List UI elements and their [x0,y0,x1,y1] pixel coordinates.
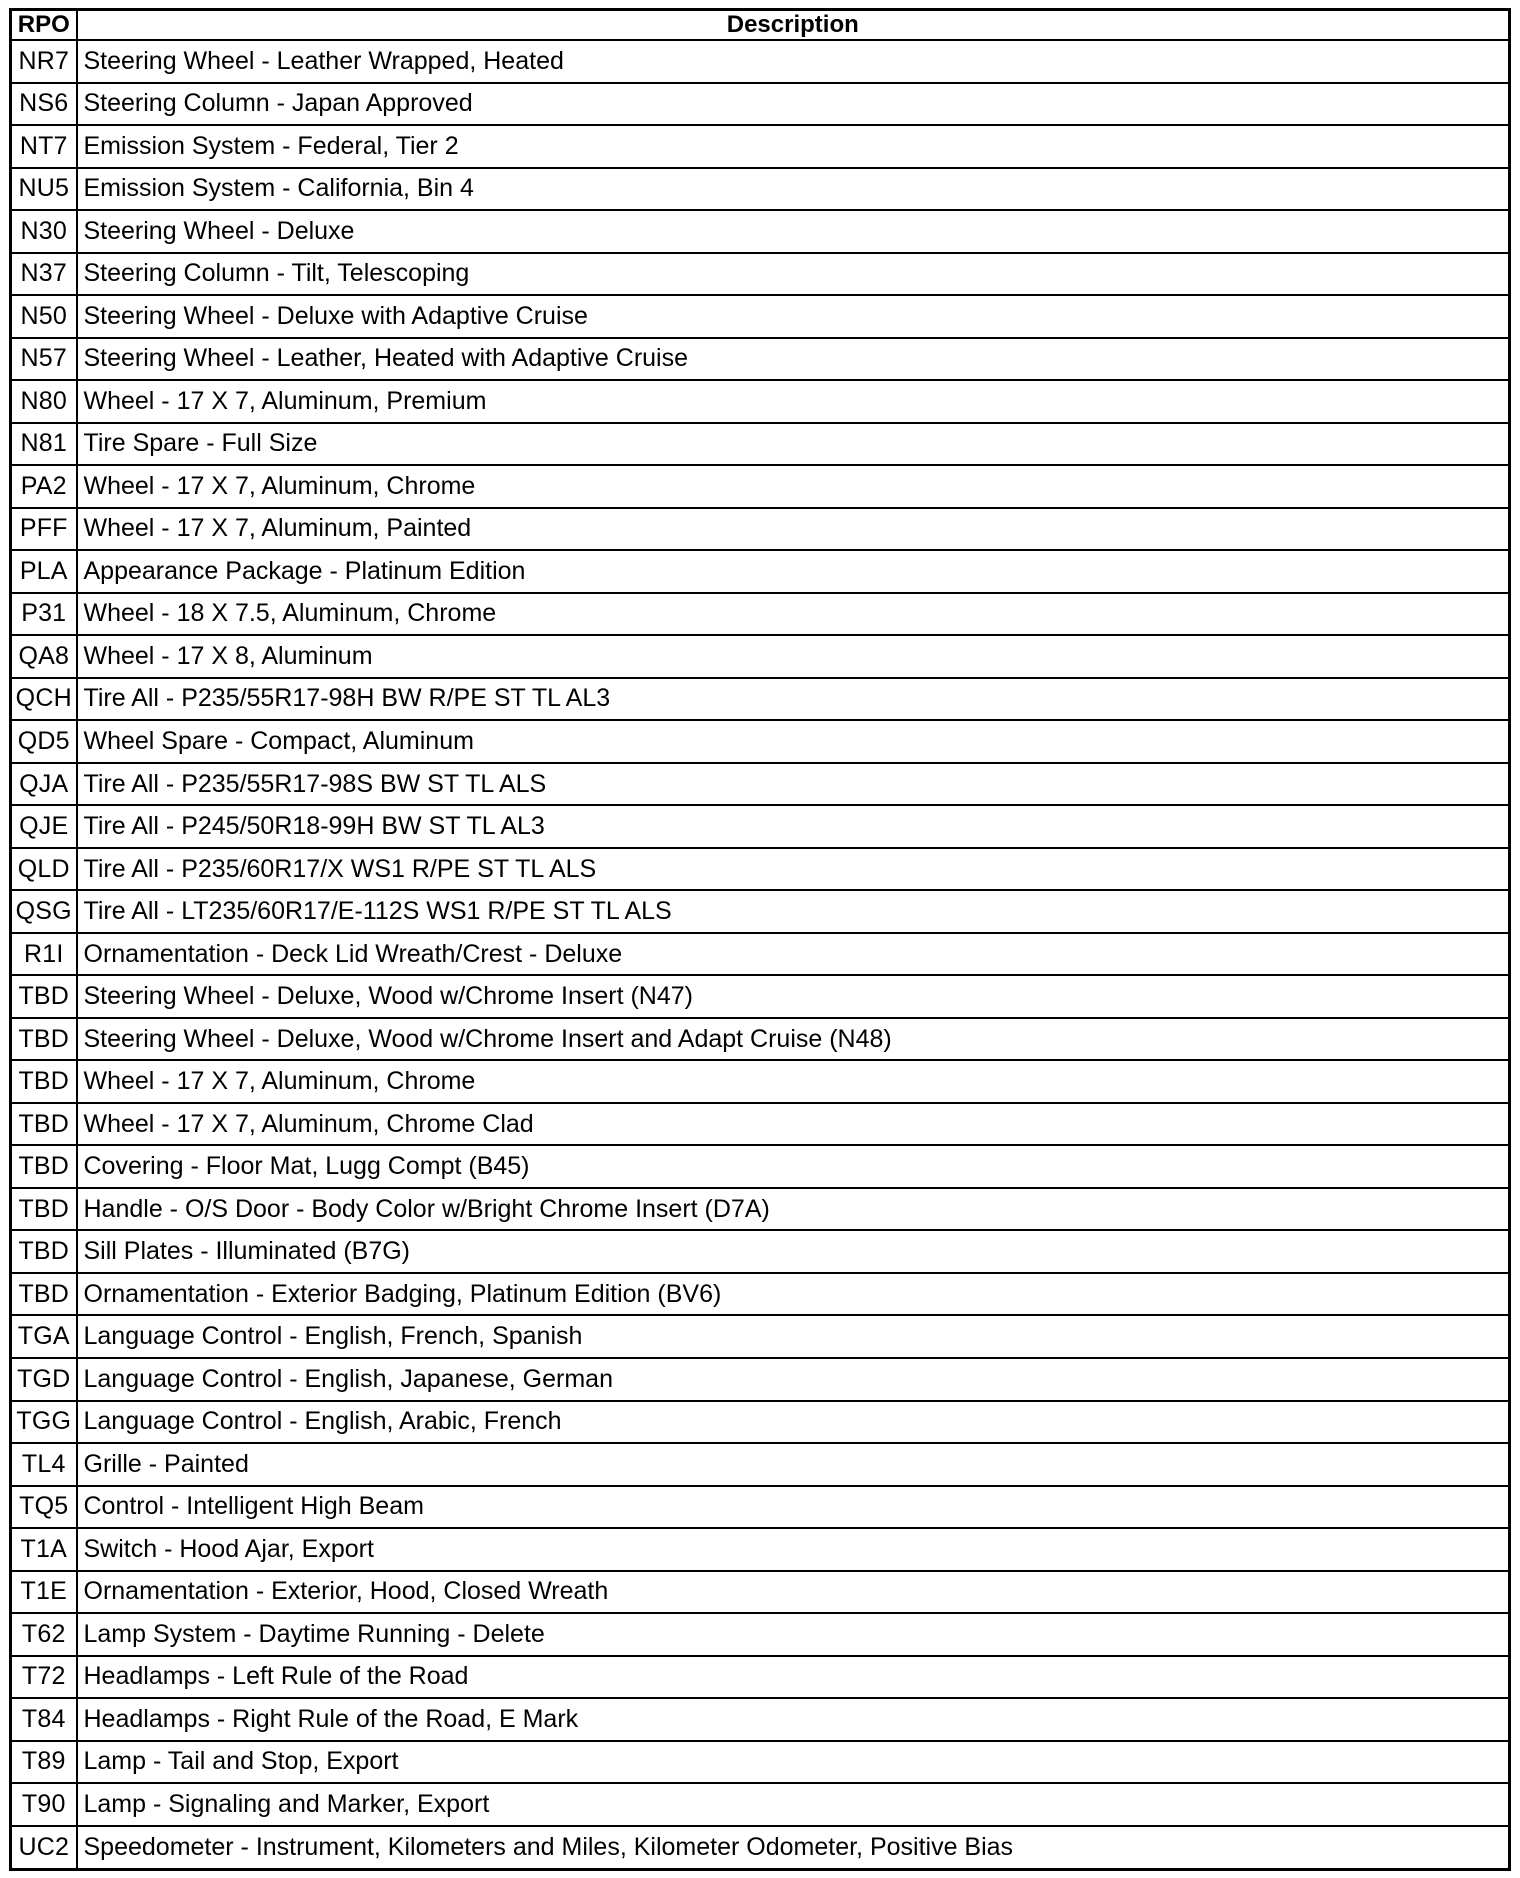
table-row [11,848,1510,891]
table-row [11,720,1510,763]
rpo-description-cell: Language Control - English, Japanese, German [77,1358,1510,1401]
header-description: Description [77,10,1510,41]
rpo-code-cell: PA2 [11,465,77,508]
rpo-description-cell: Lamp - Signaling and Marker, Export [77,1783,1510,1826]
table-row [11,933,1510,976]
rpo-description-cell: Appearance Package - Platinum Edition [77,550,1510,593]
rpo-description-cell: Lamp System - Daytime Running - Delete [77,1613,1510,1656]
rpo-code-cell: UC2 [11,1826,77,1870]
rpo-description-cell: Steering Column - Japan Approved [77,83,1510,126]
rpo-code-cell: TBD [11,1230,77,1273]
rpo-description-cell: Tire All - LT235/60R17/E-112S WS1 R/PE ST TL ALS [77,890,1510,933]
rpo-description-cell: Tire Spare - Full Size [77,423,1510,466]
rpo-description-cell: Wheel - 17 X 7, Aluminum, Premium [77,380,1510,423]
rpo-description-cell: Tire All - P235/55R17-98H BW R/PE ST TL AL3 [77,678,1510,721]
rpo-code-cell: QJE [11,805,77,848]
table-row [11,1145,1510,1188]
rpo-description-cell: Ornamentation - Exterior, Hood, Closed Wreath [77,1571,1510,1614]
rpo-description-cell: Wheel - 18 X 7.5, Aluminum, Chrome [77,593,1510,636]
rpo-description-cell: Switch - Hood Ajar, Export [77,1528,1510,1571]
table-row [11,593,1510,636]
rpo-code-cell: QCH [11,678,77,721]
rpo-code-cell: QJA [11,763,77,806]
table-row [11,253,1510,296]
table-row [11,1018,1510,1061]
table-row [11,1528,1510,1571]
table-row [11,1486,1510,1529]
rpo-code-cell: T1E [11,1571,77,1614]
rpo-code-cell: R1I [11,933,77,976]
table-body [11,40,1510,1870]
rpo-code-cell: QLD [11,848,77,891]
table-row [11,168,1510,211]
table-header-row [11,10,1510,41]
table-row [11,1698,1510,1741]
rpo-description-cell: Emission System - California, Bin 4 [77,168,1510,211]
rpo-description-cell: Steering Wheel - Leather, Heated with Adaptive Cruise [77,338,1510,381]
rpo-description-cell: Tire All - P245/50R18-99H BW ST TL AL3 [77,805,1510,848]
table-row [11,1230,1510,1273]
rpo-code-cell: NU5 [11,168,77,211]
rpo-code-cell: TBD [11,1273,77,1316]
rpo-code-cell: TBD [11,1145,77,1188]
rpo-description-cell: Emission System - Federal, Tier 2 [77,125,1510,168]
table-row [11,1273,1510,1316]
rpo-code-cell: QSG [11,890,77,933]
rpo-code-cell: T84 [11,1698,77,1741]
rpo-description-cell: Wheel - 17 X 8, Aluminum [77,635,1510,678]
rpo-code-cell: NR7 [11,40,77,83]
rpo-code-cell: P31 [11,593,77,636]
table-row [11,1826,1510,1870]
table-row [11,1315,1510,1358]
rpo-code-cell: T62 [11,1613,77,1656]
rpo-code-cell: NS6 [11,83,77,126]
rpo-description-cell: Tire All - P235/55R17-98S BW ST TL ALS [77,763,1510,806]
rpo-description-cell: Steering Wheel - Deluxe, Wood w/Chrome Insert (N47) [77,975,1510,1018]
rpo-code-cell: N50 [11,295,77,338]
rpo-code-cell: PLA [11,550,77,593]
table-row [11,890,1510,933]
table-row [11,210,1510,253]
table-row [11,1188,1510,1231]
rpo-code-cell: T89 [11,1741,77,1784]
rpo-code-cell: TGD [11,1358,77,1401]
rpo-description-cell: Wheel - 17 X 7, Aluminum, Chrome Clad [77,1103,1510,1146]
rpo-code-cell: T90 [11,1783,77,1826]
table-row [11,635,1510,678]
table-row [11,550,1510,593]
table-row [11,1741,1510,1784]
rpo-code-cell: T72 [11,1656,77,1699]
table-row [11,465,1510,508]
table-row [11,1401,1510,1444]
table-row [11,1358,1510,1401]
rpo-code-cell: TBD [11,1060,77,1103]
rpo-description-cell: Steering Wheel - Deluxe with Adaptive Cruise [77,295,1510,338]
rpo-code-cell: TGA [11,1315,77,1358]
rpo-code-cell: TGG [11,1401,77,1444]
rpo-description-cell: Language Control - English, Arabic, French [77,1401,1510,1444]
rpo-description-cell: Speedometer - Instrument, Kilometers and Miles, Kilometer Odometer, Positive Bias [77,1826,1510,1870]
rpo-code-cell: N80 [11,380,77,423]
table-row [11,1443,1510,1486]
rpo-description-cell: Headlamps - Right Rule of the Road, E Mark [77,1698,1510,1741]
rpo-description-cell: Control - Intelligent High Beam [77,1486,1510,1529]
table-row [11,40,1510,83]
rpo-description-cell: Steering Wheel - Deluxe, Wood w/Chrome Insert and Adapt Cruise (N48) [77,1018,1510,1061]
table-row [11,423,1510,466]
rpo-description-cell: Ornamentation - Exterior Badging, Platinum Edition (BV6) [77,1273,1510,1316]
rpo-code-cell: N37 [11,253,77,296]
table-row [11,1103,1510,1146]
rpo-table [9,8,1511,1871]
rpo-description-cell: Wheel Spare - Compact, Aluminum [77,720,1510,763]
table-row [11,1571,1510,1614]
table-row [11,763,1510,806]
rpo-description-cell: Handle - O/S Door - Body Color w/Bright Chrome Insert (D7A) [77,1188,1510,1231]
rpo-code-cell: QA8 [11,635,77,678]
table-row [11,1656,1510,1699]
rpo-code-cell: N30 [11,210,77,253]
table-row [11,83,1510,126]
table-row [11,295,1510,338]
rpo-description-cell: Language Control - English, French, Spanish [77,1315,1510,1358]
rpo-code-cell: NT7 [11,125,77,168]
table-row [11,125,1510,168]
rpo-code-cell: N57 [11,338,77,381]
rpo-description-cell: Sill Plates - Illuminated (B7G) [77,1230,1510,1273]
table-row [11,678,1510,721]
rpo-code-cell: QD5 [11,720,77,763]
table-row [11,1060,1510,1103]
rpo-description-cell: Grille - Painted [77,1443,1510,1486]
rpo-description-cell: Headlamps - Left Rule of the Road [77,1656,1510,1699]
table-row [11,1783,1510,1826]
rpo-code-cell: PFF [11,508,77,551]
rpo-description-cell: Wheel - 17 X 7, Aluminum, Chrome [77,1060,1510,1103]
rpo-description-cell: Steering Column - Tilt, Telescoping [77,253,1510,296]
rpo-description-cell: Steering Wheel - Leather Wrapped, Heated [77,40,1510,83]
rpo-code-cell: TBD [11,1188,77,1231]
table-row [11,805,1510,848]
table-row [11,508,1510,551]
rpo-description-cell: Ornamentation - Deck Lid Wreath/Crest - Deluxe [77,933,1510,976]
rpo-description-cell: Lamp - Tail and Stop, Export [77,1741,1510,1784]
table-row [11,975,1510,1018]
rpo-description-cell: Steering Wheel - Deluxe [77,210,1510,253]
header-rpo: RPO [11,10,77,41]
table-row [11,1613,1510,1656]
rpo-code-cell: T1A [11,1528,77,1571]
rpo-code-cell: TBD [11,1018,77,1061]
rpo-code-cell: TBD [11,975,77,1018]
rpo-description-cell: Wheel - 17 X 7, Aluminum, Chrome [77,465,1510,508]
rpo-description-cell: Wheel - 17 X 7, Aluminum, Painted [77,508,1510,551]
rpo-code-cell: TL4 [11,1443,77,1486]
rpo-code-cell: TQ5 [11,1486,77,1529]
rpo-description-cell: Tire All - P235/60R17/X WS1 R/PE ST TL ALS [77,848,1510,891]
table-row [11,338,1510,381]
rpo-code-cell: N81 [11,423,77,466]
rpo-code-cell: TBD [11,1103,77,1146]
rpo-description-cell: Covering - Floor Mat, Lugg Compt (B45) [77,1145,1510,1188]
table-row [11,380,1510,423]
